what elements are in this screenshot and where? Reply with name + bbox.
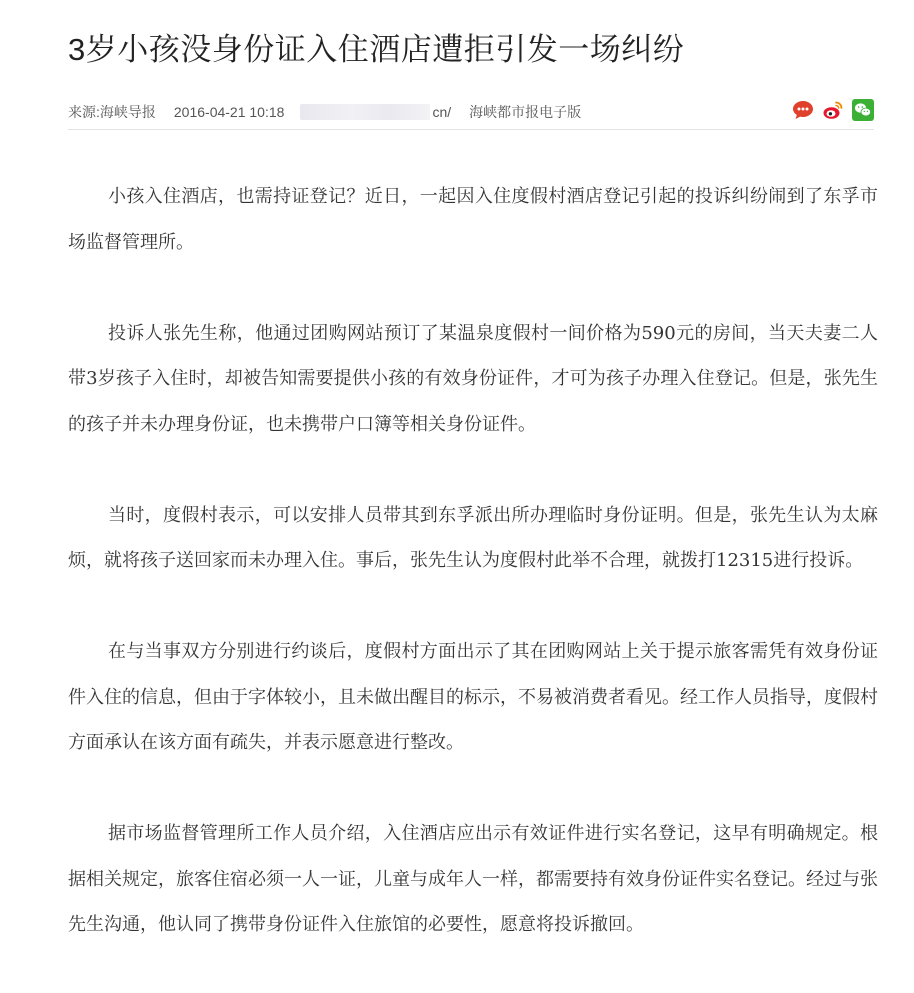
publish-datetime: 2016-04-21 10:18	[173, 104, 285, 120]
paragraph: 当时，度假村表示，可以安排人员带其到东孚派出所办理临时身份证明。但是，张先生认为太麻烦，就将孩子送回家而未办理入住。事后，张先生认为度假村此举不合理，就拨打12315进行投诉。	[68, 504, 878, 571]
article-body	[68, 174, 878, 993]
paragraph: 在与当事双方分别进行约谈后，度假村方面出示了其在团购网站上关于提示旅客需凭有效身份证件入住的信息，但由于字体较小，且未做出醒目的标示，不易被消费者看见。经工作人员指导，度假村方面承认在该方面有疏失，并表示愿意进行整改。	[68, 641, 878, 753]
article-title: 3岁小孩没身份证入住酒店遭拒引发一场纠纷	[68, 32, 685, 67]
comment-icon[interactable]	[792, 99, 814, 121]
edition-link[interactable]: 海峡都市报电子版	[469, 104, 582, 120]
paragraph: 小孩入住酒店，也需持证登记？近日，一起因入住度假村酒店登记引起的投诉纠纷闹到了东孚市场监督管理所。	[68, 186, 878, 253]
paragraph: 据市场监督管理所工作人员介绍，入住酒店应出示有效证件进行实名登记，这早有明确规定。根据相关规定，旅客住宿必须一人一证，儿童与成年人一样，都需要持有效身份证件实名登记。经过与张先生沟通，他认同了携带身份证件入住旅馆的必要性，愿意将投诉撤回。	[68, 823, 878, 935]
header-divider	[68, 129, 874, 130]
weibo-icon[interactable]	[822, 99, 844, 121]
redacted-url	[300, 104, 430, 120]
source-url-tail[interactable]: cn/	[432, 104, 452, 120]
paragraph: 投诉人张先生称，他通过团购网站预订了某温泉度假村一间价格为590元的房间，当天夫妻二人带3岁孩子入住时，却被告知需要提供小孩的有效身份证件，才可为孩子办理入住登记。但是，张先生的孩子并未办理身份证，也未携带户口簿等相关身份证件。	[68, 322, 878, 435]
wechat-icon[interactable]	[852, 99, 874, 121]
share-bar	[784, 99, 874, 121]
source-label: 来源:海峡导报	[68, 104, 156, 120]
article-meta	[68, 101, 874, 123]
